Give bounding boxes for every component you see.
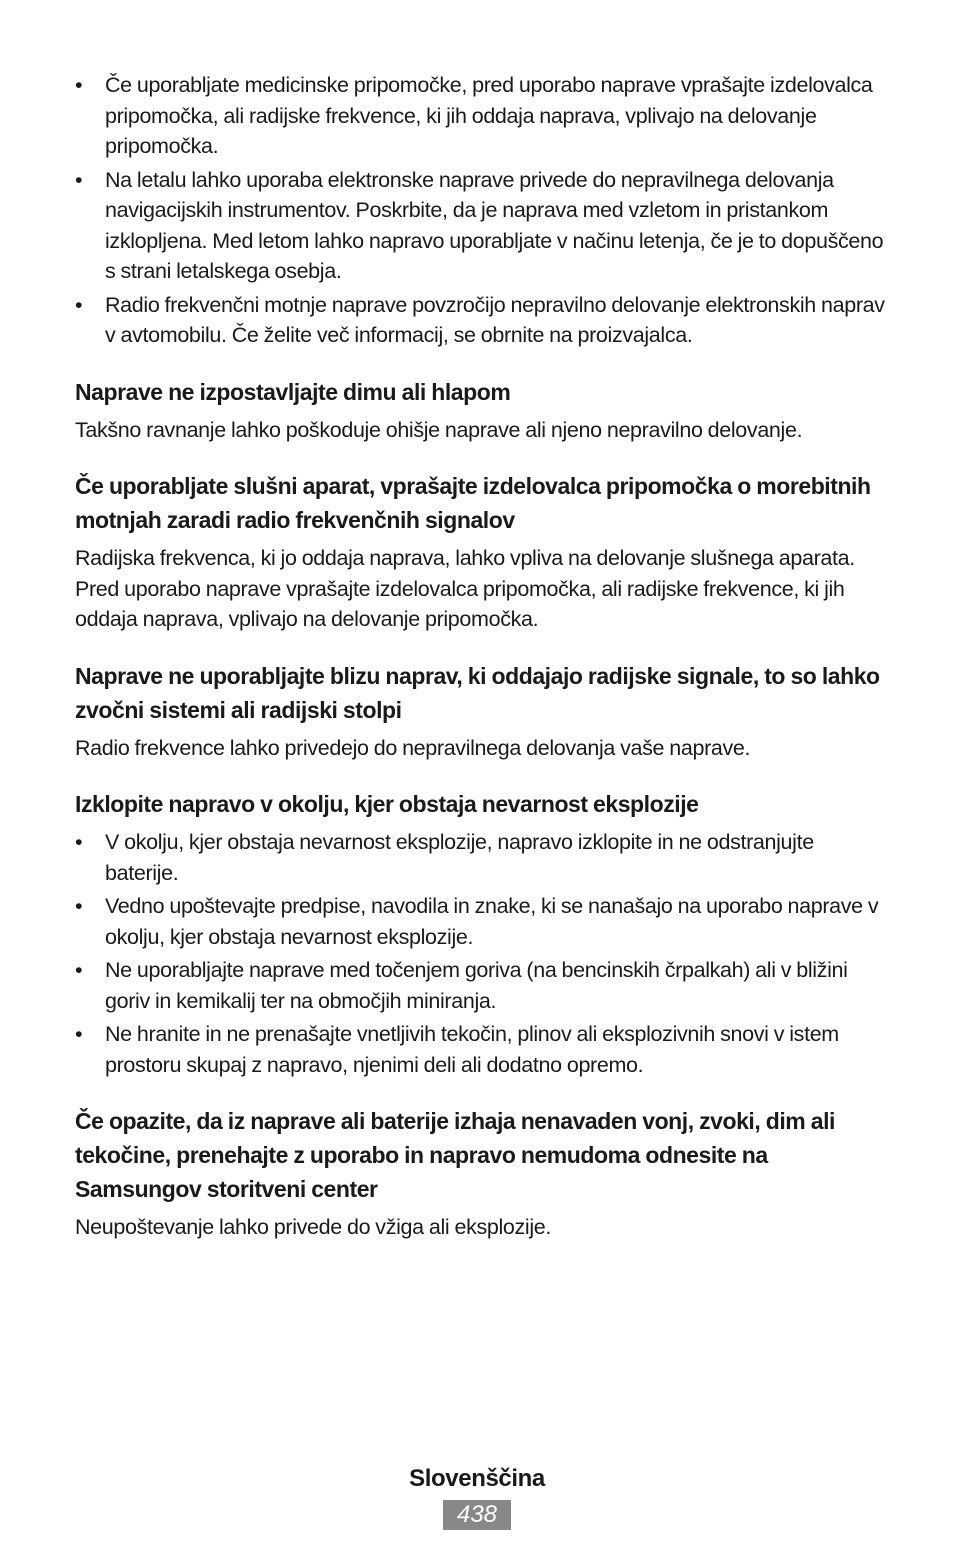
section-unusual-smell: [75, 1104, 890, 1243]
list-item: [75, 70, 890, 162]
bullet-icon: •: [75, 73, 83, 97]
section-heading: Če uporabljate slušni aparat, vprašajte izdelovalca pripomočka o morebitnih motnjah zaradi radio frekvenčnih signalov: [75, 473, 871, 533]
section-text: Radijska frekvenca, ki jo oddaja naprava, lahko vpliva na delovanje slušnega aparata. Pred uporabo naprave vprašajte izdelovalca pripomočka, ali radijske frekvence, ki jih oddaja naprava, vplivajo na delovanje pripomočka.: [75, 546, 855, 631]
intro-bullet-list: [75, 70, 890, 351]
section-heading: Izklopite napravo v okolju, kjer obstaja nevarnost eksplozije: [75, 791, 699, 817]
section-hearing-aid: [75, 469, 890, 635]
page-number: 438: [443, 1500, 511, 1530]
list-item: [75, 891, 890, 952]
bullet-icon: •: [75, 830, 83, 854]
bullet-icon: •: [75, 167, 83, 192]
list-item: [75, 290, 890, 351]
section-explosive-environment: [75, 787, 890, 1080]
section-text: Takšno ravnanje lahko poškoduje ohišje naprave ali njeno nepravilno delovanje.: [75, 417, 803, 442]
list-item-text: Če uporabljate medicinske pripomočke, pred uporabo naprave vprašajte izdelovalca pripomočka, ali radijske frekvence, ki jih oddaja naprava, vplivajo na delovanje pripomočka.: [105, 73, 873, 158]
bullet-icon: •: [75, 1022, 83, 1046]
list-item-text: Na letalu lahko uporaba elektronske naprave privede do nepravilnega delovanja navigacijskih instrumentov. Poskrbite, da je naprava med vzletom in pristankom izklopljena. Med letom lahko napravo uporabljate v načinu letenja, če je to dopuščeno s strani letalskega osebja.: [105, 167, 884, 283]
list-item-text: Ne hranite in ne prenašajte vnetljivih tekočin, plinov ali eksplozivnih snovi v istem prostoru skupaj z napravo, njenimi deli ali dodatno opremo.: [105, 1022, 839, 1077]
list-item-text: Ne uporabljajte naprave med točenjem goriva (na bencinskih črpalkah) ali v bližini goriv in kemikalij ter na območjih miniranja.: [105, 958, 848, 1013]
bullet-icon: •: [75, 958, 83, 982]
footer-language: Slovenščina: [409, 1465, 545, 1492]
list-item: [75, 827, 890, 888]
list-item-text: Radio frekvenčni motnje naprave povzročijo nepravilno delovanje elektronskih naprav v avtomobilu. Če želite več informacij, se obrnite na proizvajalca.: [105, 292, 885, 347]
section-text: Neupoštevanje lahko privede do vžiga ali eksplozije.: [75, 1215, 551, 1239]
page-footer: [0, 1462, 954, 1530]
explosion-bullet-list: [75, 827, 890, 1080]
document-body: [75, 70, 890, 1243]
section-heading: Naprave ne izpostavljajte dimu ali hlapom: [75, 378, 511, 405]
section-heading: Naprave ne uporabljajte blizu naprav, ki oddajajo radijske signale, to so lahko zvočni sistemi ali radijski stolpi: [75, 662, 880, 723]
list-item: [75, 955, 890, 1016]
section-heading: Če opazite, da iz naprave ali baterije izhaja nenavaden vonj, zvoki, dim ali tekočine, prenehajte z uporabo in napravo nemudoma odnesite na Samsungov storitveni center: [75, 1108, 835, 1202]
section-text: Radio frekvence lahko privedejo do nepravilnega delovanja vaše naprave.: [75, 735, 751, 760]
list-item: [75, 1019, 890, 1080]
list-item-text: V okolju, kjer obstaja nevarnost eksplozije, napravo izklopite in ne odstranjujte baterije.: [105, 830, 814, 885]
list-item: [75, 165, 890, 287]
section-radio-signals: [75, 659, 890, 764]
bullet-icon: •: [75, 894, 83, 918]
section-smoke-vapors: [75, 375, 890, 446]
list-item-text: Vedno upoštevajte predpise, navodila in znake, ki se nanašajo na uporabo naprave v okolju, kjer obstaja nevarnost eksplozije.: [105, 894, 879, 949]
bullet-icon: •: [75, 292, 83, 317]
